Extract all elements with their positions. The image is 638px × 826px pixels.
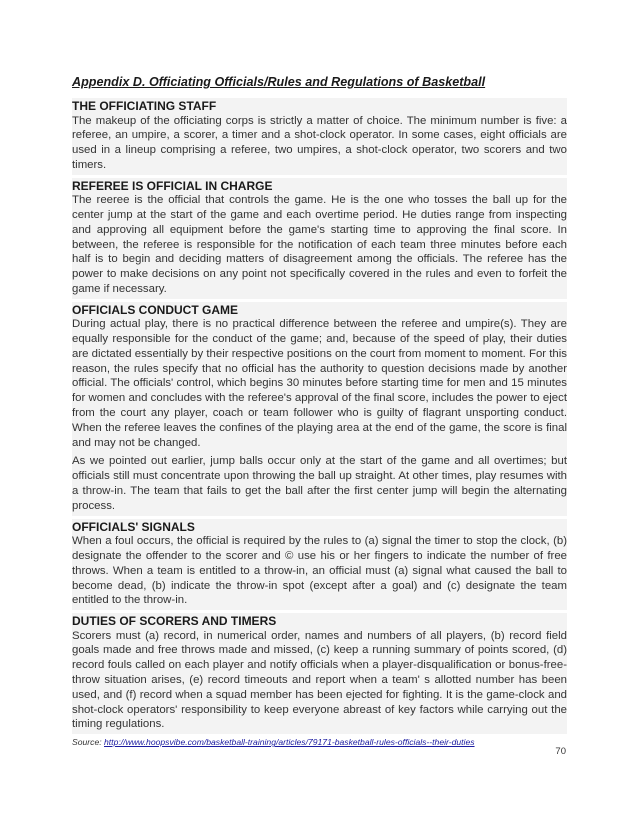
section-paragraph: When a foul occurs, the official is required by the rules to (a) signal the timer to stop the clock, (b) designate the offender to the scorer and © use his or her fingers to indicate the number of free throws. When a team is entitled to a throw-in, an official must (a) signal what caused the ball to become dead, (b) indicate the throw-in spot (except after a goal) and (c) designate the team entitled to the throw-in. (72, 535, 567, 607)
section-paragraph: Scorers must (a) record, in numerical order, names and numbers of all players, (b) record field goals made and free throws made and missed, (c) keep a running summary of points scored, (d) record fouls called on each player and notify officials when a player-disqualification or bonus-free-throw situation arises, (e) record timeouts and report when a team' s allotted number has been used, and (f) record when a squad member has been ejected for fighting. It is the game-clock and shot-clock operators' responsibility to keep everyone abreast of key factors while carrying out the timing regulations. (72, 629, 567, 731)
document-page (72, 74, 567, 747)
section-scorers-timers (72, 613, 567, 734)
section-paragraph: As we pointed out earlier, jump balls occur only at the start of the game and all overtimes; but officials still must concentrate upon throwing the ball up straight. At other times, play resumes with a throw-in. The team that fails to get the ball after the first center jump will begin the alternating process. (72, 455, 567, 512)
section-officiating-staff (72, 98, 567, 175)
source-label: Source: (72, 737, 105, 748)
page-number: 70 (555, 746, 566, 757)
section-heading: THE OFFICIATING STAFF (72, 99, 217, 113)
section-heading: REFEREE IS OFFICIAL IN CHARGE (72, 178, 273, 193)
section-heading: OFFICIALS' SIGNALS (72, 519, 195, 534)
appendix-title: Appendix D. Officiating Officials/Rules and Regulations of Basketball (72, 75, 486, 89)
section-paragraph: During actual play, there is no practical difference between the referee and umpire(s). They are equally responsible for the conduct of the game; and, because of the speed of play, their duties are dictated essentially by their respective positions on the court from moment to moment. For this reason, the rules specify that no official has the authority to question decisions made by another official. The officials' control, which begins 30 minutes before starting time for men and 15 minutes for women and concludes with the referee's approval of the final score, includes the power to eject from the court any player, coach or team follower who is guilty of flagrant unsporting conduct. When the referee leaves the confines of the playing area at the end of the game, the score is final and may not be changed. (72, 318, 567, 449)
section-referee-in-charge (72, 178, 567, 299)
section-paragraph: The makeup of the officiating corps is strictly a matter of choice. The minimum number is five: a referee, an umpire, a scorer, a timer and a shot-clock operator. In some cases, eight officials are used in a lineup comprising a referee, two umpires, a shot-clock operator, two scorers and two timers. (72, 114, 567, 171)
source-citation (72, 737, 567, 747)
section-officials-signals (72, 519, 567, 610)
section-paragraph: The reeree is the official that controls the game. He is the one who tosses the ball up for the center jump at the start of the game and each overtime period. He duties range from inspecting and approving all equipment before the game's starting time to approving the final score. In between, the referee is responsible for the notification of each team three minutes before each half is to begin and deciding matters of disagreement among the officials. The referee has the power to make decisions on any point not specifically covered in the rules and even to forfeit the game if necessary. (72, 194, 567, 295)
section-heading: DUTIES OF SCORERS AND TIMERS (72, 614, 277, 629)
source-link[interactable]: http://www.hoopsvibe.com/basketball-training/articles/79171-basketball-rules-officials--their-duties (104, 737, 475, 748)
section-heading: OFFICIALS CONDUCT GAME (72, 302, 238, 317)
section-officials-conduct-game (72, 302, 567, 516)
